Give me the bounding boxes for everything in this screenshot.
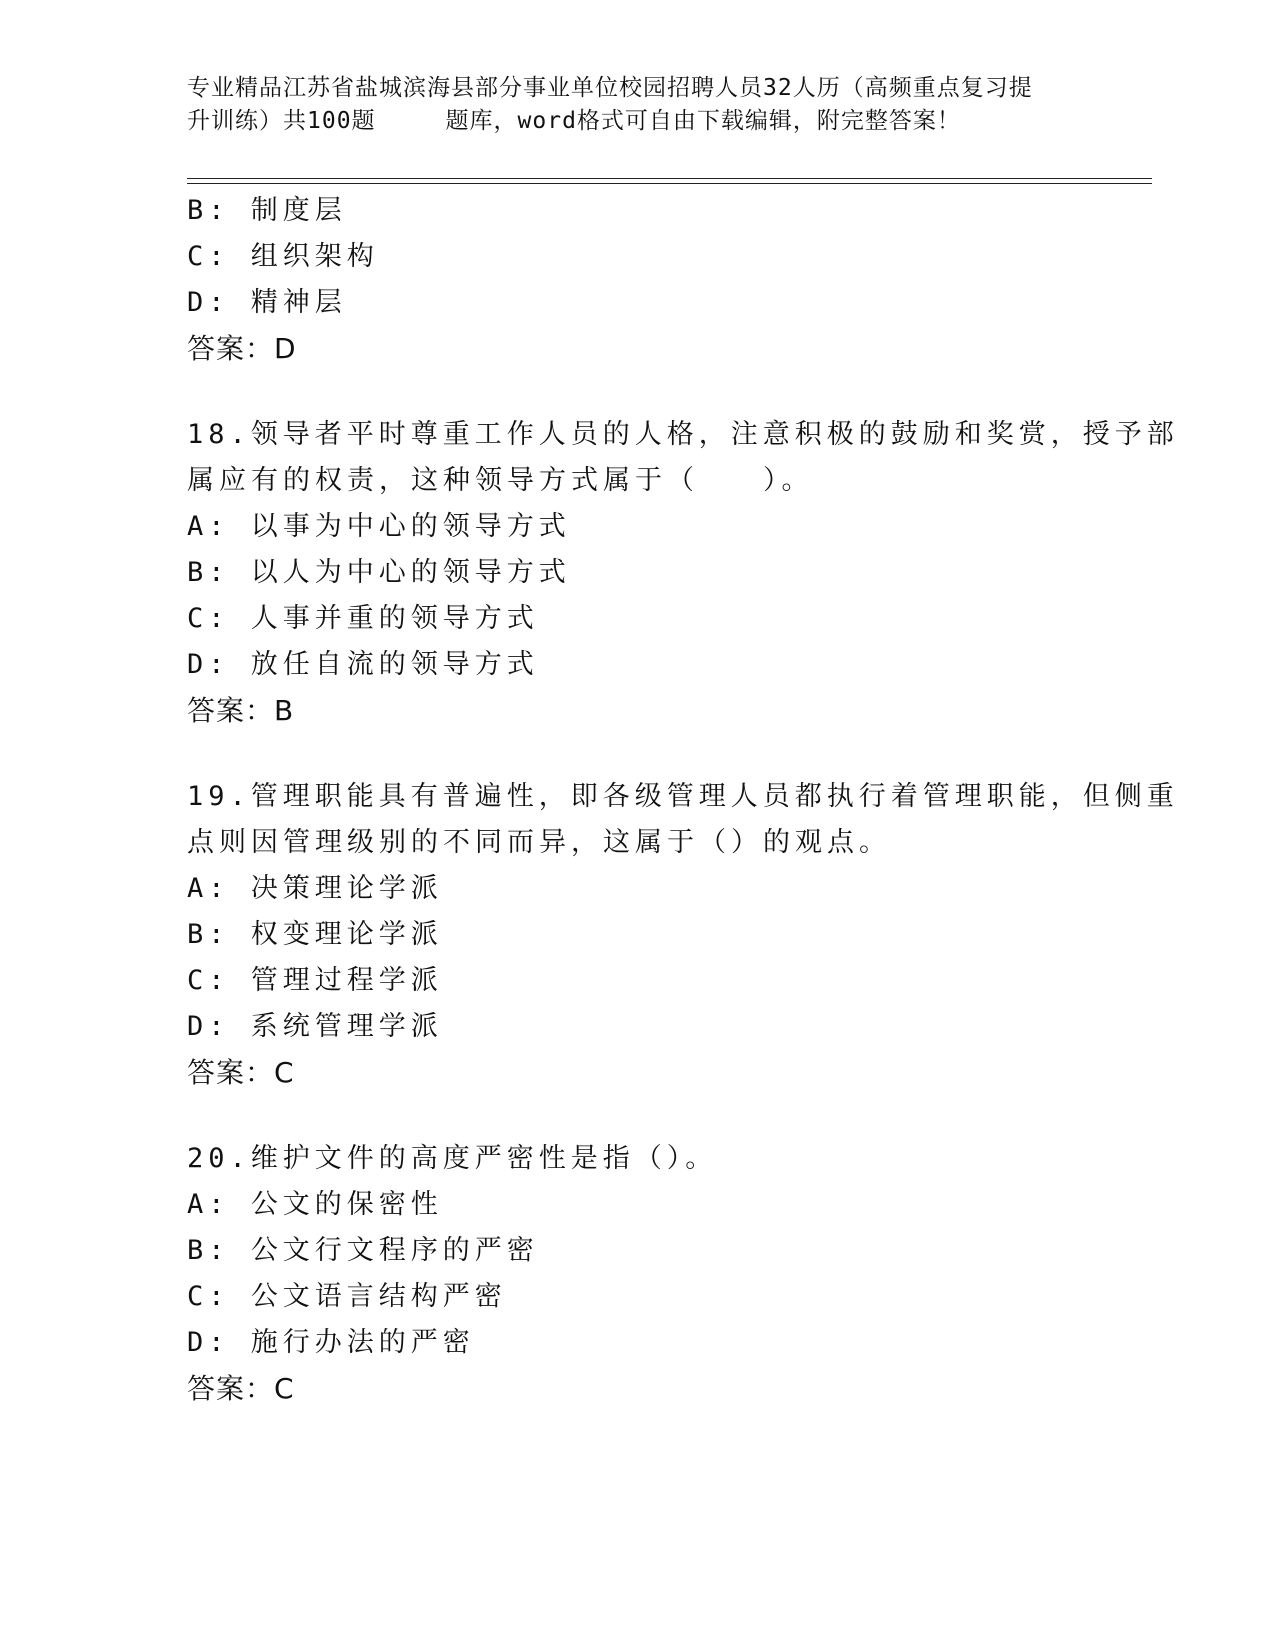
question-block-19 bbox=[187, 774, 1179, 1096]
option-b: B: 制度层 bbox=[187, 195, 347, 226]
option-a: A: 以事为中心的领导方式 bbox=[187, 511, 571, 542]
option-c: C: 人事并重的领导方式 bbox=[187, 603, 539, 634]
option-a: A: 决策理论学派 bbox=[187, 873, 443, 904]
question-stem-line: 18.领导者平时尊重工作人员的人格，注意积极的鼓励和奖赏，授予部 bbox=[187, 419, 1179, 450]
option-b: B: 权变理论学派 bbox=[187, 919, 443, 950]
header-divider-bottom bbox=[187, 183, 1152, 184]
option-a: A: 公文的保密性 bbox=[187, 1189, 443, 1220]
option-d: D: 放任自流的领导方式 bbox=[187, 649, 539, 680]
option-d: D: 施行办法的严密 bbox=[187, 1327, 475, 1358]
question-block-17-continued bbox=[187, 188, 1087, 372]
question-stem-line: 属应有的权责，这种领导方式属于（ ）。 bbox=[187, 465, 814, 496]
question-block-18 bbox=[187, 412, 1179, 734]
option-d: D: 系统管理学派 bbox=[187, 1011, 443, 1042]
option-c: C: 管理过程学派 bbox=[187, 965, 443, 996]
header-title-line-2 bbox=[187, 105, 1067, 138]
header-divider-top bbox=[187, 178, 1152, 179]
header-title-line-2-part-1: 升训练）共100题 bbox=[187, 108, 376, 134]
answer-line: 答案：B bbox=[187, 694, 295, 727]
answer-line: 答案：C bbox=[187, 1056, 295, 1089]
question-stem-line: 20.维护文件的高度严密性是指（）。 bbox=[187, 1143, 718, 1174]
header-title-line-2-part-2: 题库，word格式可自由下载编辑，附完整答案！ bbox=[445, 108, 961, 134]
option-c: C: 公文语言结构严密 bbox=[187, 1281, 507, 1312]
question-stem-line: 19.管理职能具有普遍性，即各级管理人员都执行着管理职能，但侧重 bbox=[187, 781, 1179, 812]
answer-line: 答案：D bbox=[187, 332, 297, 365]
question-stem-line: 点则因管理级别的不同而异，这属于（）的观点。 bbox=[187, 827, 891, 858]
option-b: B: 公文行文程序的严密 bbox=[187, 1235, 539, 1266]
option-c: C: 组织架构 bbox=[187, 241, 379, 272]
document-header bbox=[187, 72, 1067, 138]
question-block-20 bbox=[187, 1136, 1087, 1412]
answer-line: 答案：C bbox=[187, 1372, 295, 1405]
header-title-line-1: 专业精品江苏省盐城滨海县部分事业单位校园招聘人员32人历（高频重点复习提 bbox=[187, 75, 1033, 101]
option-b: B: 以人为中心的领导方式 bbox=[187, 557, 571, 588]
option-d: D: 精神层 bbox=[187, 287, 347, 318]
question-content bbox=[187, 188, 1179, 1412]
